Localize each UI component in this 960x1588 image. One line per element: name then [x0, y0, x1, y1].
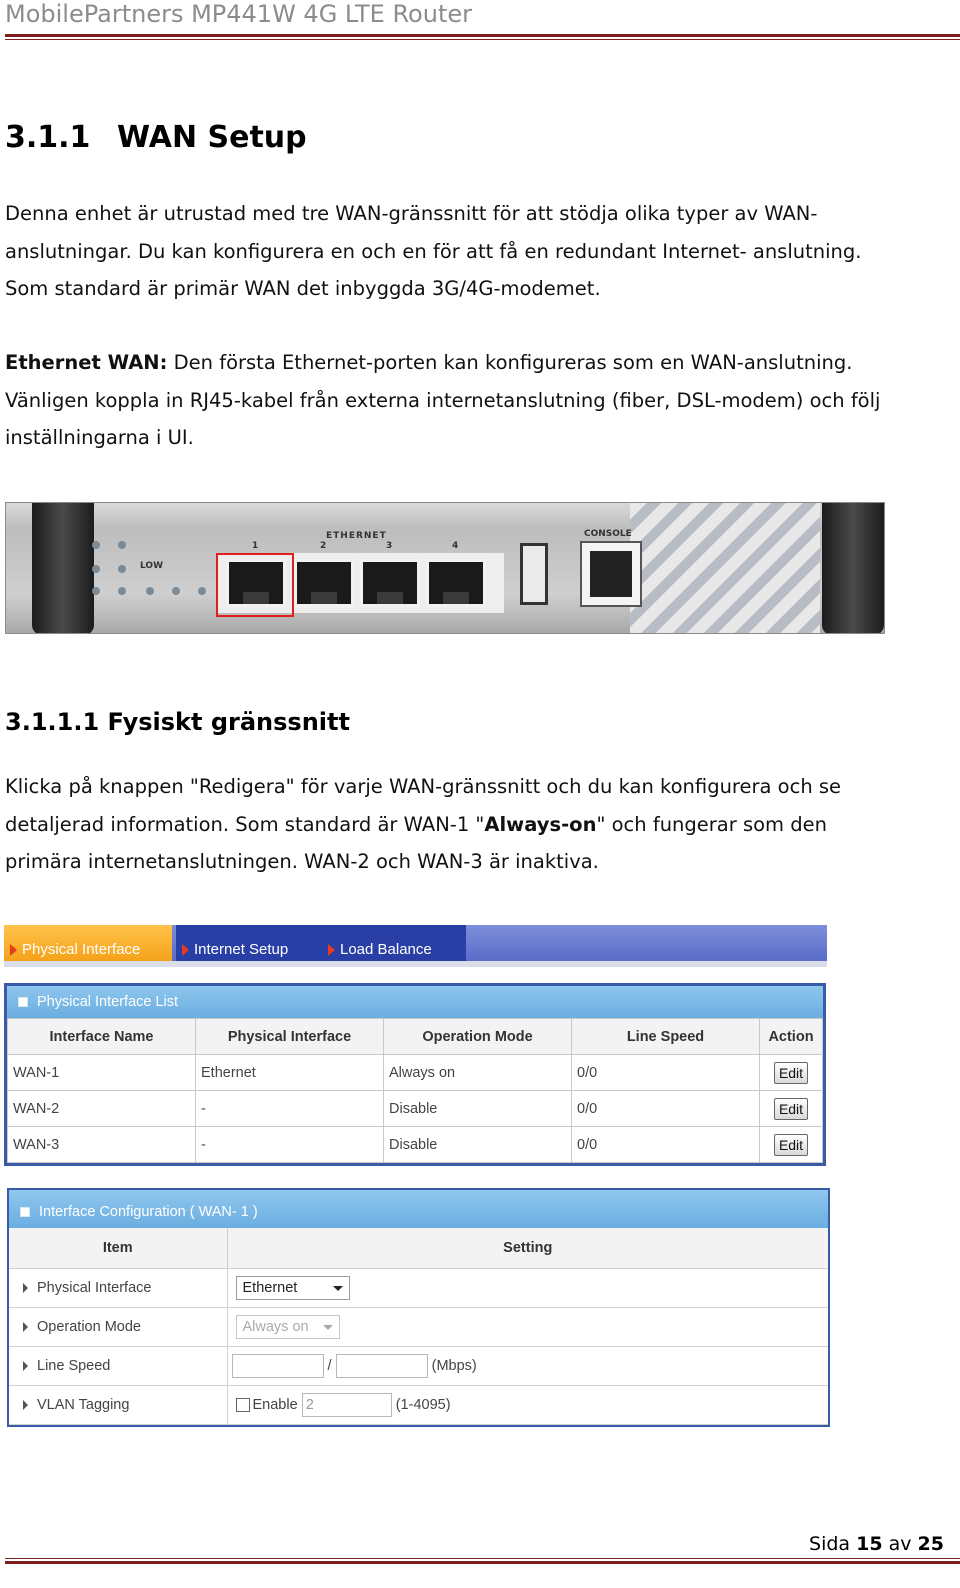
intro-paragraph [5, 195, 945, 308]
panel-title: Interface Configuration ( WAN- 1 ) [9, 1190, 828, 1228]
intro-line: Som standard är primär WAN det inbyggda 3G/4G-modemet. [5, 277, 601, 300]
line-speed-separator: / [327, 1357, 332, 1374]
ethernet-line: Den första Ethernet-porten kan konfigureras som en WAN-anslutning. [167, 351, 853, 374]
row-label: Line Speed [37, 1357, 111, 1374]
column-header-setting: Setting [227, 1228, 828, 1268]
config-row-line-speed [9, 1346, 828, 1385]
cell-physical-interface: - [196, 1127, 384, 1163]
tab-underline [4, 961, 827, 967]
router-label-low: LOW [140, 561, 163, 571]
cell-line-speed: 0/0 [572, 1091, 760, 1127]
table-row [8, 1091, 823, 1127]
vlan-range: (1-4095) [395, 1396, 451, 1413]
column-header: Physical Interface [196, 1019, 384, 1055]
subsection-line: " och fungerar som den [596, 812, 827, 836]
always-on-emphasis: Always-on [484, 812, 597, 836]
panel-square-icon [18, 997, 28, 1007]
interface-configuration-panel [7, 1188, 830, 1427]
router-label-console: CONSOLE [584, 529, 632, 539]
config-table [9, 1228, 828, 1425]
column-header-item: Item [9, 1228, 227, 1268]
section-heading [5, 120, 307, 155]
document-header-title: MobilePartners MP441W 4G LTE Router [5, 0, 472, 28]
config-row-operation-mode [9, 1307, 828, 1346]
table-header-row [8, 1019, 823, 1055]
cell-physical-interface: Ethernet [196, 1055, 384, 1091]
edit-button-wan-1[interactable]: Edit [774, 1062, 808, 1084]
bullet-arrow-icon [23, 1361, 28, 1371]
subsection-number: 3.1.1.1 [5, 708, 100, 736]
cell-operation-mode: Always on [384, 1055, 572, 1091]
console-port [580, 541, 642, 607]
column-header: Operation Mode [384, 1019, 572, 1055]
section-title: WAN Setup [117, 120, 307, 155]
line-speed-unit: (Mbps) [431, 1357, 477, 1374]
chevron-down-icon [323, 1325, 333, 1330]
config-row-physical-interface [9, 1268, 828, 1307]
led [118, 565, 126, 573]
wan-port-highlight [216, 553, 294, 617]
column-header: Action [760, 1019, 823, 1055]
edit-button-wan-2[interactable]: Edit [774, 1098, 808, 1120]
ethernet-label: Ethernet WAN: [5, 351, 168, 374]
cell-operation-mode: Disable [384, 1127, 572, 1163]
table-row [8, 1127, 823, 1163]
tab-load-balance[interactable]: Load Balance [322, 925, 466, 961]
edit-button-wan-3[interactable]: Edit [774, 1134, 808, 1156]
vlan-enable-checkbox[interactable] [236, 1398, 250, 1412]
chevron-down-icon [333, 1286, 343, 1291]
physical-interface-screenshot [4, 925, 827, 1167]
cell-interface-name: WAN-3 [8, 1127, 196, 1163]
cell-interface-name: WAN-2 [8, 1091, 196, 1127]
router-label-port-1: 1 [252, 541, 259, 551]
cell-physical-interface: - [196, 1091, 384, 1127]
usb-port [520, 543, 548, 605]
panel-title: Physical Interface List [7, 986, 823, 1018]
led [118, 541, 126, 549]
led [172, 587, 180, 595]
ethernet-line: Vänligen koppla in RJ45-kabel från externa internetanslutning (fiber, DSL-modem) och följ [5, 388, 881, 412]
led [146, 587, 154, 595]
bullet-arrow-icon [23, 1400, 28, 1410]
intro-line: anslutningar. Du kan konfigurera en och en för att få en redundant Internet- anslutning. [5, 239, 862, 263]
arrow-right-icon [328, 944, 335, 956]
vlan-id-input[interactable]: 2 [302, 1393, 392, 1417]
router-label-ethernet: ETHERNET [326, 531, 387, 541]
led [92, 541, 100, 549]
antenna-left [32, 503, 94, 634]
bullet-arrow-icon [23, 1322, 28, 1332]
led [198, 587, 206, 595]
column-header: Interface Name [8, 1019, 196, 1055]
led [118, 587, 126, 595]
cell-line-speed: 0/0 [572, 1055, 760, 1091]
arrow-right-icon [10, 944, 17, 956]
physical-interface-list-panel [4, 983, 826, 1166]
section-number: 3.1.1 [5, 120, 91, 155]
column-header: Line Speed [572, 1019, 760, 1055]
router-label-port-3: 3 [386, 541, 393, 551]
ethernet-port [360, 559, 420, 607]
physical-interface-select[interactable]: Ethernet [236, 1276, 350, 1300]
subsection-line: primära internetanslutningen. WAN-2 och WAN-3 är inaktiva. [5, 850, 599, 873]
footer-rule [5, 1558, 960, 1565]
vlan-enable-label: Enable [252, 1396, 298, 1413]
ethernet-paragraph [5, 344, 945, 457]
table-header-row [9, 1228, 828, 1268]
router-back-panel-photo [5, 502, 885, 634]
subsection-line: Klicka på knappen "Redigera" för varje WAN-gränssnitt och du kan konfigurera och se [5, 775, 842, 798]
row-label: Operation Mode [37, 1318, 141, 1335]
subsection-line: detaljerad information. Som standard är WAN-1 " [5, 812, 485, 836]
row-label: Physical Interface [37, 1279, 152, 1296]
cell-interface-name: WAN-1 [8, 1055, 196, 1091]
arrow-right-icon [182, 944, 189, 956]
config-row-vlan-tagging [9, 1385, 828, 1424]
interface-table [7, 1018, 823, 1163]
line-speed-download-input[interactable] [336, 1354, 428, 1378]
row-label: VLAN Tagging [37, 1396, 130, 1413]
cell-line-speed: 0/0 [572, 1127, 760, 1163]
tab-internet-setup[interactable]: Internet Setup [176, 925, 322, 961]
led [92, 587, 100, 595]
tab-physical-interface[interactable]: Physical Interface [4, 925, 172, 961]
intro-line: Denna enhet är utrustad med tre WAN-gränssnitt för att stödja olika typer av WAN- [5, 202, 818, 225]
router-stripes [630, 503, 820, 634]
operation-mode-select[interactable]: Always on [236, 1315, 340, 1339]
subsection-title: Fysiskt gränssnitt [107, 708, 350, 736]
header-rule [5, 34, 960, 41]
page-number: Sida 15 av 25 [809, 1533, 944, 1555]
router-label-port-2: 2 [320, 541, 327, 551]
antenna-right [822, 503, 884, 634]
led [92, 565, 100, 573]
panel-square-icon [20, 1207, 30, 1217]
line-speed-upload-input[interactable] [232, 1354, 324, 1378]
ethernet-port [426, 559, 486, 607]
ethernet-port [294, 559, 354, 607]
subsection-heading [5, 708, 350, 736]
cell-operation-mode: Disable [384, 1091, 572, 1127]
bullet-arrow-icon [23, 1283, 28, 1293]
router-label-port-4: 4 [452, 541, 459, 551]
table-row [8, 1055, 823, 1091]
subsection-paragraph [5, 768, 945, 881]
ethernet-line: inställningarna i UI. [5, 426, 194, 449]
